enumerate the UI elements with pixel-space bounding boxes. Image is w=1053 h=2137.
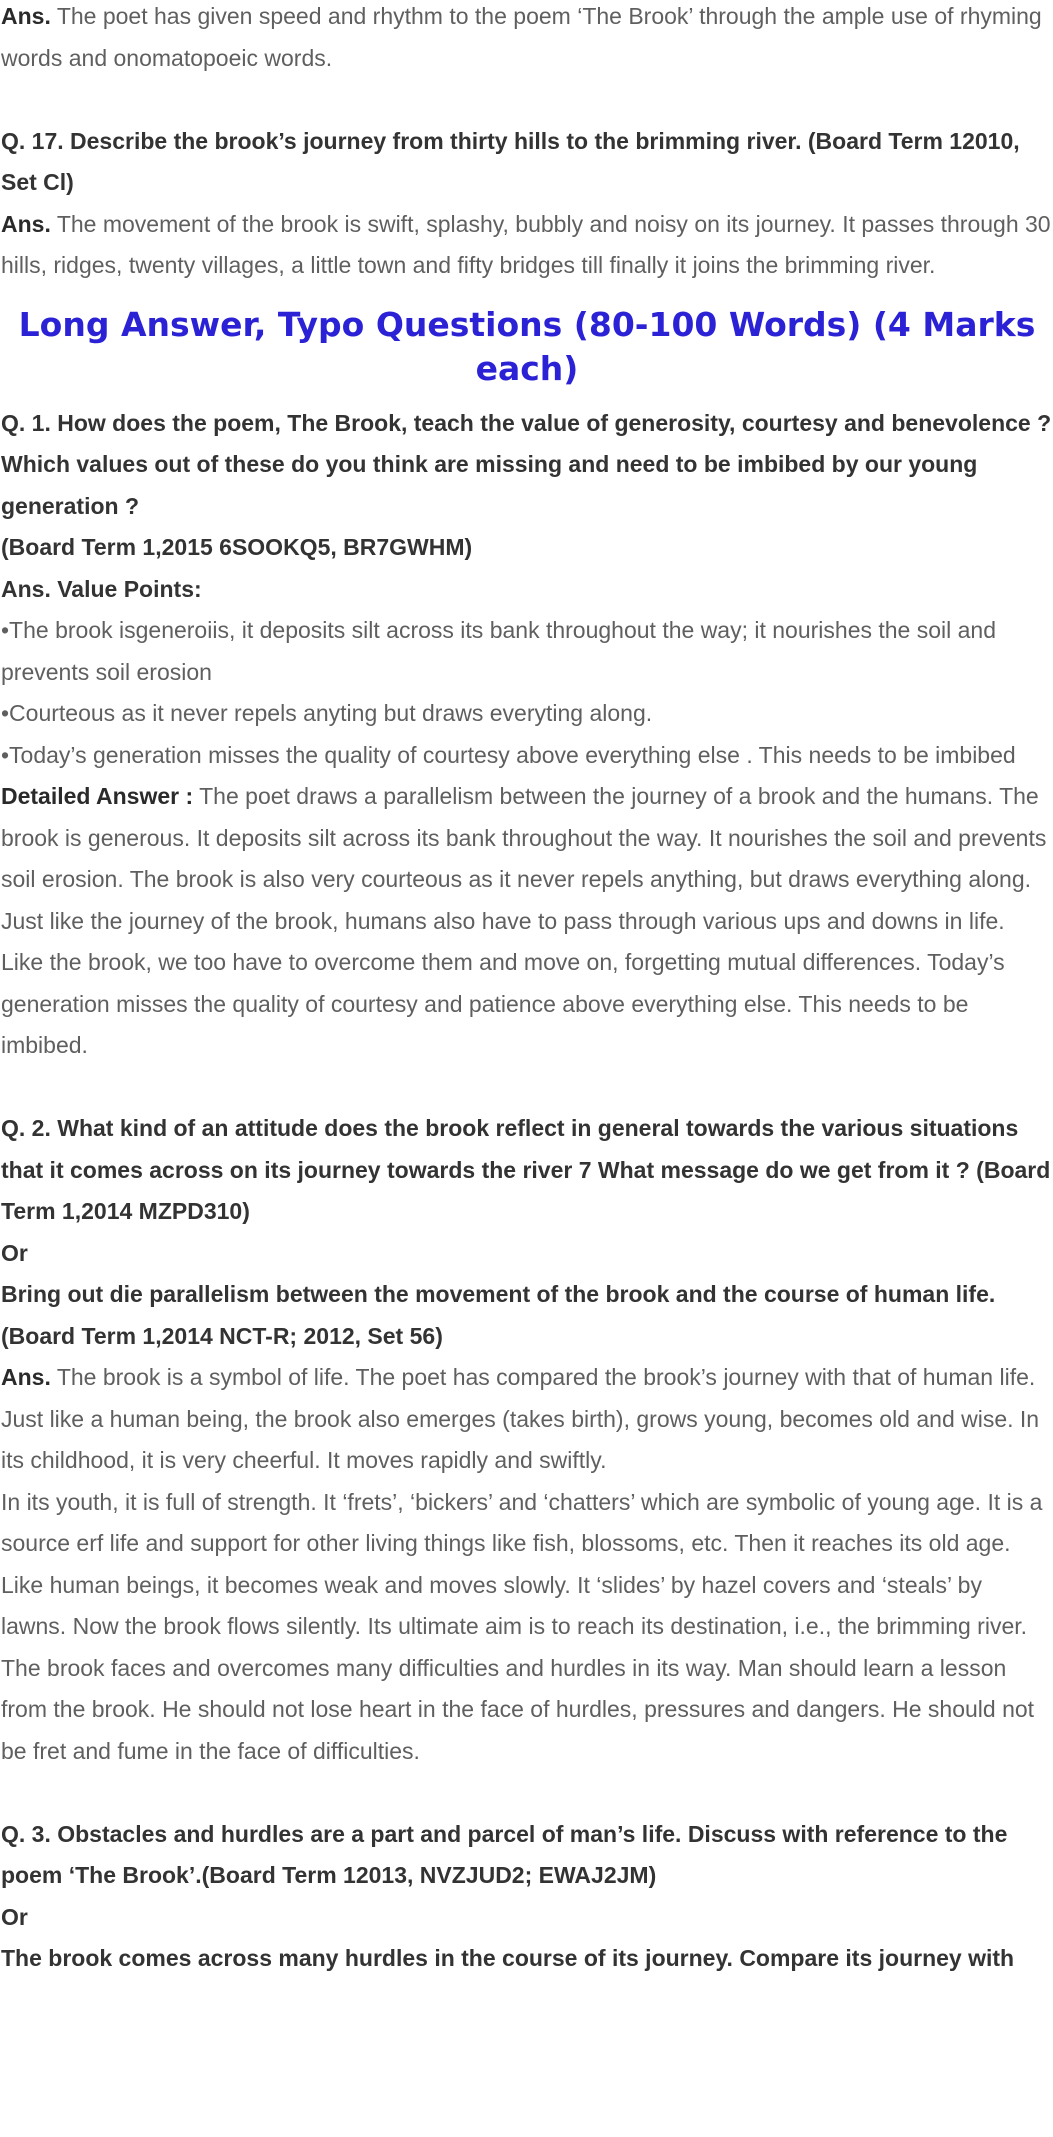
- value-point: •Courteous as it never repels anyting but draws everyting along.: [1, 700, 653, 726]
- spacer: [1, 79, 1053, 121]
- answer-text: The movement of the brook is swift, splashy, bubbly and noisy on its journey. It passes through 30 hills, ridges, twenty villages, a little town and fifty bridges till finally it joins the brimming river.: [1, 210, 1051, 278]
- answer-2-paragraph-3: The brook faces and overcomes many difficulties and hurdles in its way. Man should learn a lesson from the brook. He should not lose heart in the face of hurdles, pressures and dangers. He should not be fret and fume in the face of difficulties.: [1, 1654, 1035, 1764]
- question-1-board: (Board Term 1,2015 6SOOKQ5, BR7GWHM): [1, 534, 473, 560]
- detailed-answer-label: Detailed Answer :: [1, 783, 194, 809]
- value-point: •The brook isgeneroiis, it deposits silt across its bank throughout the way; it nourishes the soil and prevents soil erosion: [1, 617, 997, 685]
- answer-2: [1, 1357, 1053, 1482]
- question-2-alternate: Bring out die parallelism between the movement of the brook and the course of human life.(Board Term 1,2014 NCT-R; 2012, Set 56): [1, 1281, 996, 1349]
- answer-17: [1, 204, 1053, 287]
- value-point: •Today’s generation misses the quality of courtesy above everything else . This needs to be imbibed: [1, 741, 1016, 768]
- question-17: Q. 17. Describe the brook’s journey from thirty hills to the brimming river. (Board Term 12010, Set Cl): [1, 127, 1020, 195]
- answer-2-paragraph-2: In its youth, it is full of strength. It ‘frets’, ‘bickers’ and ‘chatters’ which are symbolic of young age. It is a source erf life and support for other living things like fish, blossoms, etc. Then it reaches its old age. Like human beings, it becomes weak and moves slowly. It ‘slides’ by hazel covers and ‘steals’ by lawns. Now the brook flows silently. Its ultimate aim is to reach its destination, i.e., the brimming river.: [1, 1488, 1043, 1639]
- answer-label: Ans.: [1, 210, 51, 237]
- value-points-label: Ans. Value Points:: [1, 575, 202, 602]
- or-separator: Or: [1, 1239, 28, 1266]
- or-separator: Or: [1, 1903, 28, 1930]
- detailed-answer: [1, 776, 1053, 1067]
- question-3: Q. 3. Obstacles and hurdles are a part and parcel of man’s life. Discuss with reference to the poem ‘The Brook’.(Board Term 12013, NVZJUD2; EWAJ2JM): [1, 1820, 1008, 1888]
- question-1: Q. 1. How does the poem, The Brook, teach the value of generosity, courtesy and benevolence ? Which values out of these do you think are missing and need to be imbibed by our young generation ?: [1, 409, 1052, 519]
- section-heading: Long Answer, Typo Questions (80-100 Words) (4 Marks each): [18, 304, 1036, 388]
- answer-paragraph: [1, 0, 1053, 79]
- answer-label: Ans.: [1, 3, 51, 29]
- answer-label: Ans.: [1, 1364, 51, 1390]
- detailed-answer-text: The poet draws a parallelism between the journey of a brook and the humans. The brook is generous. It deposits silt across its bank throughout the way. It nourishes the soil and prevents soil erosion. The brook is also very courteous as it never repels anything, but draws everything along. Just like the journey of the brook, humans also have to pass through various ups and downs in life. Like the brook, we too have to overcome them and move on, forgetting mutual differences. Today’s generation misses the quality of courtesy and patience above everything else. This needs to be imbibed.: [1, 783, 1047, 1058]
- question-3-alternate: The brook comes across many hurdles in the course of its journey. Compare its journey with: [1, 1945, 1015, 1971]
- answer-text: The poet has given speed and rhythm to the poem ‘The Brook’ through the ample use of rhyming words and onomatopoeic words.: [1, 3, 1042, 71]
- answer-text: The brook is a symbol of life. The poet has compared the brook’s journey with that of human life. Just like a human being, the brook also emerges (takes birth), grows young, becomes old and wise. In its childhood, it is very cheerful. It moves rapidly and swiftly.: [1, 1364, 1040, 1473]
- question-2: Q. 2. What kind of an attitude does the brook reflect in general towards the various situations that it comes across on its journey towards the river 7 What message do we get from it ? (Board Term 1,2014 MZPD310): [1, 1115, 1051, 1224]
- spacer: [1, 1067, 1053, 1109]
- spacer: [1, 1772, 1053, 1814]
